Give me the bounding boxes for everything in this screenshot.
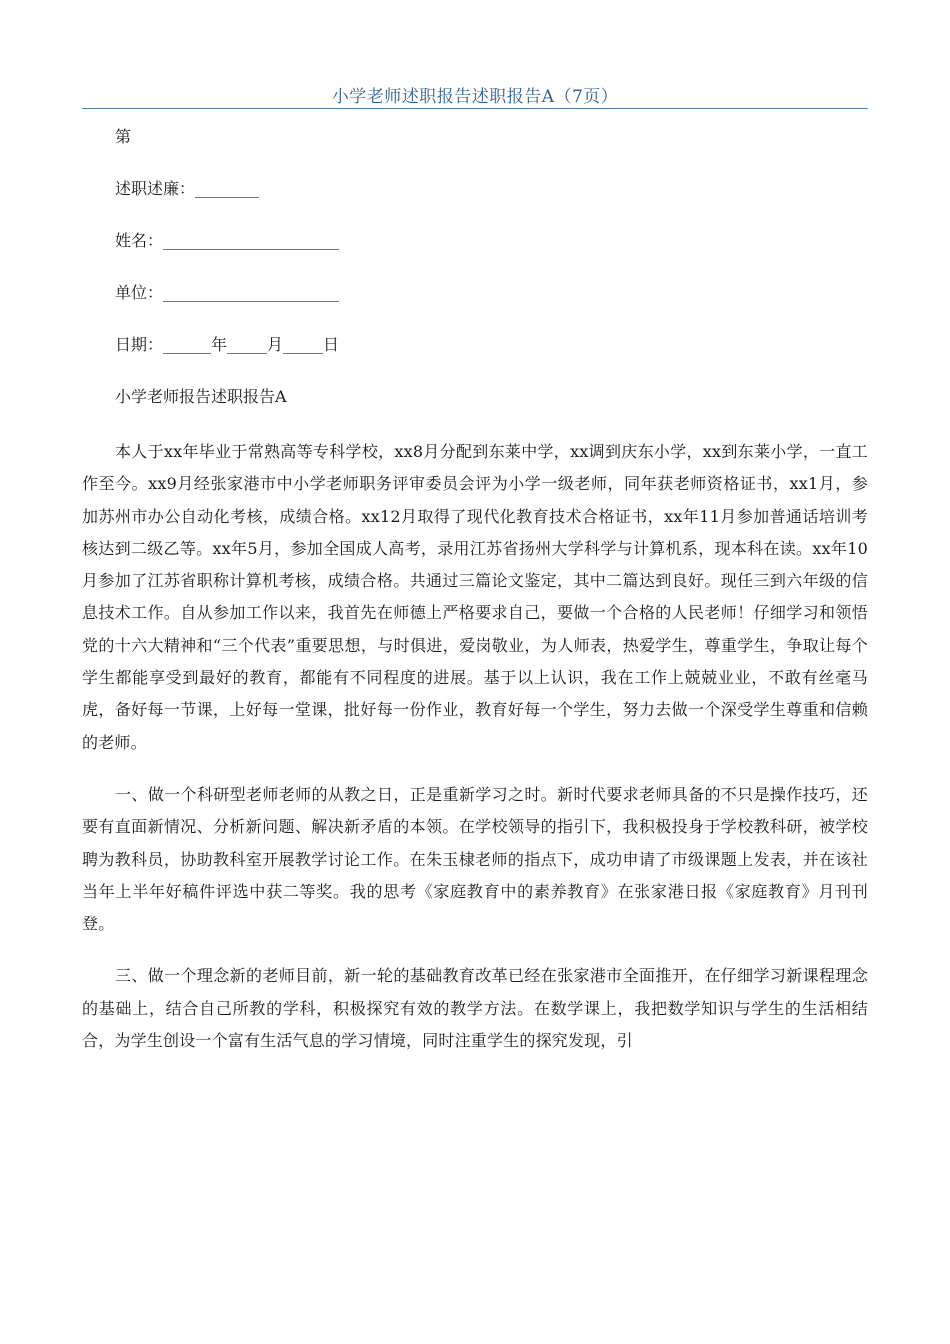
header-divider [82, 108, 868, 109]
cover-line-report-type: 述职述廉：________ [115, 179, 260, 198]
document-body [82, 124, 868, 1077]
cover-line-name: 姓名：______________________ [115, 231, 340, 250]
cover-line-unit: 单位：______________________ [115, 283, 340, 302]
cover-line-chapter: 第 [115, 127, 132, 146]
report-subtitle: 小学老师报告述职报告A [115, 387, 287, 406]
paragraph-background: 本人于xx年毕业于常熟高等专科学校，xx8月分配到东莱中学，xx调到庆东小学，xx到东莱小学，一直工作至今。xx9月经张家港市中小学老师职务评审委员会评为小学一级老师，同年获老师资格证书，xx1月，参加苏州市办公自动化考核，成绩合格。xx12月取得了现代化教育技术合格证书，xx年11月参加普通话培训考核达到二级乙等。xx年5月，参加全国成人高考，录用江苏省扬州大学科学与计算机系，现本科在读。xx年10月参加了江苏省职称计算机考核，成绩合格。共通过三篇论文鉴定，其中二篇达到良好。现任三到六年级的信息技术工作。自从参加工作以来，我首先在师德上严格要求自己，要做一个合格的人民老师！仔细学习和领悟党的十六大精神和“三个代表”重要思想，与时俱进，爱岗敬业，为人师表，热爱学生，尊重学生，争取让每个学生都能享受到最好的教育，都能有不同程度的进展。基于以上认识，我在工作上兢兢业业，不敢有丝毫马虎，备好每一节课，上好每一堂课，批好每一份作业，教育好每一个学生，努力去做一个深受学生尊重和信赖的老师。 [82, 442, 868, 752]
cover-line-date: 日期：______年_____月_____日 [115, 335, 340, 354]
page-title: 小学老师述职报告述职报告A（7页） [331, 87, 619, 107]
paragraph-research-teacher: 一、做一个科研型老师老师的从教之日，正是重新学习之时。新时代要求老师具备的不只是操作技巧，还要有直面新情况、分析新问题、解决新矛盾的本领。在学校领导的指引下，我积极投身于学校教科研，被学校聘为教科员，协助教科室开展教学讨论工作。在朱玉棣老师的指点下，成功申请了市级课题上发表，并在该社当年上半年好稿件评选中获二等奖。我的思考《家庭教育中的素养教育》在张家港日报《家庭教育》月刊刊登。 [82, 784, 868, 934]
paragraph-new-concepts: 三、做一个理念新的老师目前，新一轮的基础教育改革已经在张家港市全面推开，在仔细学习新课程理念的基础上，结合自己所教的学科，积极探究有效的教学方法。在数学课上，我把数学知识与学生的生活相结合，为学生创设一个富有生活气息的学习情境，同时注重学生的探究发现，引 [82, 966, 868, 1051]
